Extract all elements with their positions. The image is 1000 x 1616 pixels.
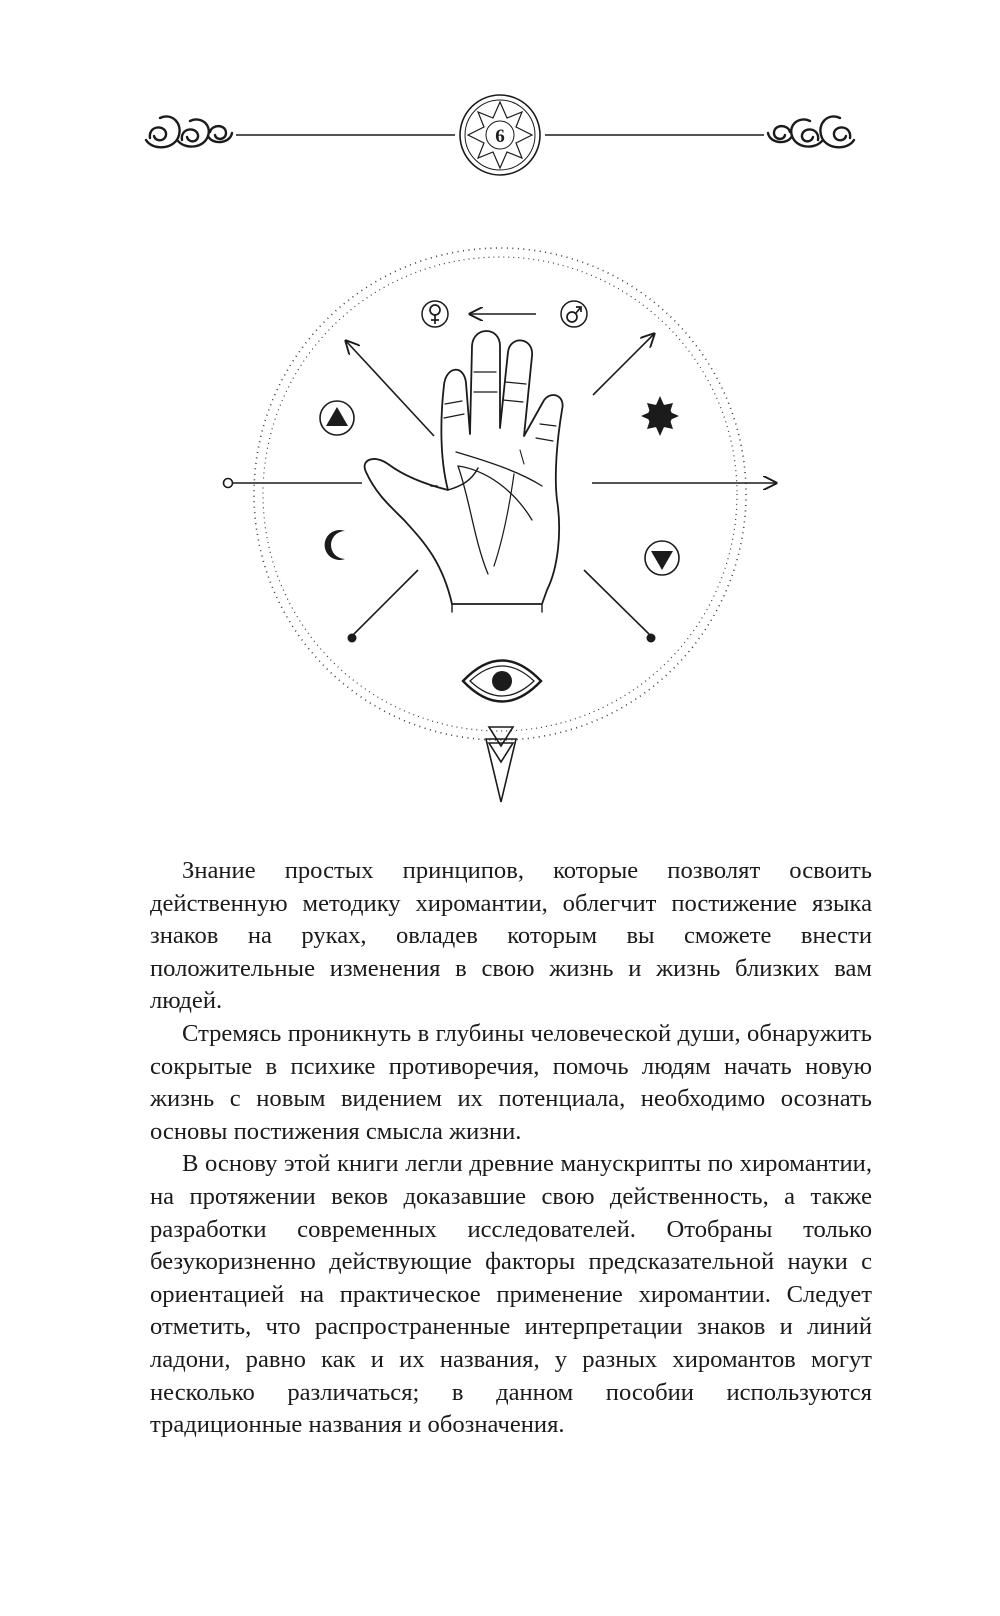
paragraph-2: Стремясь проникнуть в глубины человеческой души, обнаружить сокрытые в психике противоречия, помочь людям начать новую жизнь с новым видением их потенциала, необходимо осознать основы постижения смысла жизни. (150, 1019, 872, 1145)
bottom-left-dot (348, 634, 357, 643)
nested-triangles-symbol-icon (486, 727, 516, 802)
palmistry-illustration (0, 230, 1000, 830)
black-sun-symbol-icon (641, 396, 679, 436)
triangle-down-symbol-icon (645, 541, 679, 575)
top-left-arrow (346, 341, 434, 436)
page-number: 6 (495, 126, 505, 147)
bottom-right-dot (647, 634, 656, 643)
paragraph-3: В основу этой книги легли древние манускрипты по хиромантии, на протяжении веков доказавшие свою действенность, а также разработки современных исследователей. Отобраны только безукоризненно действующие факторы предсказательной науки с ориентацией на практическое применение хиромантии. Следует отметить, что распространенные интерпретации знаков и линий ладони, равно как и их названия, у разных хиромантов могут несколько различаться; в данном пособии используются традиционные названия и обозначения. (150, 1150, 872, 1439)
hand-drawing (365, 331, 563, 612)
left-flourish-icon (146, 116, 232, 147)
bottom-left-line (352, 570, 418, 636)
body-text (150, 855, 872, 1442)
right-flourish-icon (768, 116, 854, 147)
bottom-right-line (584, 570, 651, 636)
page-header (0, 0, 1000, 200)
crescent-moon-symbol-icon (325, 530, 345, 560)
page-number-medallion (460, 95, 540, 175)
top-right-arrow (593, 334, 654, 395)
triangle-up-symbol-icon (320, 401, 354, 435)
eye-symbol-icon (463, 661, 541, 702)
mars-symbol-icon (561, 301, 587, 327)
left-ring-icon (224, 479, 233, 488)
venus-symbol-icon (422, 301, 448, 327)
paragraph-1: Знание простых принципов, которые позволят освоить действенную методику хиромантии, облегчит постижение языка знаков на руках, овладев которым вы сможете внести положительные изменения в свою жизнь и жизнь близких вам людей. (150, 857, 872, 1015)
